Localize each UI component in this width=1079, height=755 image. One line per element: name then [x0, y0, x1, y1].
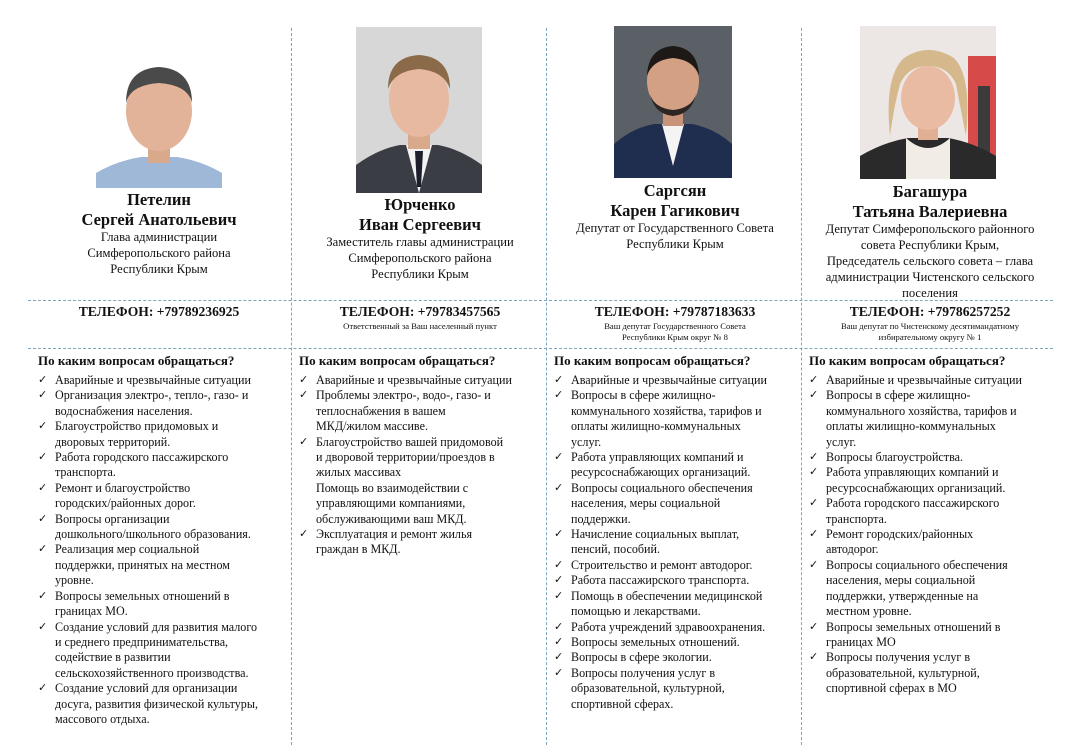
list-item — [38, 450, 284, 465]
list-item — [299, 373, 545, 388]
checkmark-icon: ✓ — [554, 481, 564, 494]
person-surname: Саргсян — [643, 181, 707, 200]
list-item — [809, 435, 1055, 450]
list-item — [38, 558, 284, 573]
list-item — [554, 573, 800, 588]
list-item-text: Аварийные и чрезвычайные ситуации — [571, 373, 767, 387]
list-item — [809, 635, 1055, 650]
list-item — [299, 496, 545, 511]
list-item — [554, 527, 800, 542]
list-item — [809, 589, 1055, 604]
list-item-text: Организация электро-, тепло-, газо- и — [55, 388, 249, 403]
checkmark-icon: ✓ — [38, 451, 48, 464]
list-item-text: ресурсоснабжающих организаций. — [571, 465, 751, 480]
list-item — [38, 527, 284, 542]
list-item — [38, 589, 284, 604]
list-item-text: Благоустройство вашей придомовой — [316, 434, 504, 449]
checkmark-icon: ✓ — [809, 374, 819, 386]
portrait-photo-image — [356, 27, 482, 193]
questions-title: По каким вопросам обращаться? — [554, 353, 751, 368]
list-item-text: Благоустройство придомовых и — [55, 419, 219, 434]
list-item-text: поддержки. — [571, 511, 631, 526]
checkmark-icon: ✓ — [809, 451, 819, 464]
list-item-text: Вопросы земельных отношений. — [571, 634, 740, 649]
list-item-text: Создание условий для развития малого — [55, 619, 258, 634]
list-item-text: оплаты жилищно-коммунальных — [826, 419, 996, 434]
list-item — [809, 558, 1055, 573]
list-item — [809, 512, 1055, 527]
list-item — [809, 450, 1055, 465]
phone-number[interactable]: ТЕЛЕФОН: +79783457565 — [339, 304, 501, 319]
list-item — [38, 650, 284, 665]
person-surname: Петелин — [127, 190, 191, 209]
list-item — [38, 604, 284, 619]
checkmark-icon: ✓ — [38, 682, 48, 695]
checkmark-icon: ✓ — [554, 666, 564, 679]
list-item-text: дошкольного/школьного образования. — [55, 527, 251, 542]
list-item — [554, 542, 800, 557]
list-item — [38, 542, 284, 557]
checkmark-icon: ✓ — [554, 620, 564, 633]
list-item — [38, 465, 284, 480]
role-line: Симферопольского района — [348, 251, 492, 265]
phone-note: Ответственный за Ваш населенный пункт — [343, 321, 497, 331]
list-item — [554, 604, 800, 619]
checkmark-icon: ✓ — [299, 374, 309, 386]
list-item-text: водоснабжения населения. — [55, 403, 193, 418]
questions-title: По каким вопросам обращаться? — [299, 353, 496, 368]
list-item-text: досуга, развития физической культуры, — [55, 696, 259, 711]
list-item — [809, 573, 1055, 588]
list-item — [554, 465, 800, 480]
portrait-photo-image — [614, 26, 732, 178]
list-item — [38, 620, 284, 635]
checkmark-icon: ✓ — [809, 651, 819, 664]
list-item — [554, 373, 800, 388]
list-item-text: Вопросы получения услуг в — [826, 650, 971, 665]
list-item-text: обслуживающими ваш МКД. — [316, 511, 467, 526]
list-item — [809, 373, 1055, 388]
list-item — [554, 512, 800, 527]
phone-note: Республики Крым округ № 8 — [622, 332, 728, 342]
list-item — [299, 404, 545, 419]
role-line: Депутат от Государственного Совета — [576, 221, 774, 235]
phone-number[interactable]: ТЕЛЕФОН: +79786257252 — [849, 304, 1011, 319]
list-item — [809, 419, 1055, 434]
list-item-text: коммунального хозяйства, тарифов и — [826, 403, 1017, 418]
checkmark-icon: ✓ — [554, 558, 564, 571]
list-item — [554, 650, 800, 665]
list-item-text: сельскохозяйственного производства. — [55, 665, 249, 680]
list-item — [299, 419, 545, 434]
list-item — [299, 435, 545, 450]
list-item — [38, 419, 284, 434]
list-item-text: помощью и лекарствами. — [571, 604, 701, 619]
list-item-text: содействие в развитии — [55, 650, 171, 665]
list-item — [299, 527, 545, 542]
checkmark-icon: ✓ — [554, 651, 564, 664]
list-item-text: Вопросы в сфере жилищно- — [826, 388, 971, 403]
list-item-text: образовательной, культурной, — [571, 681, 725, 696]
list-item-text: местном уровне. — [826, 604, 912, 619]
list-item-text: поддержки, утвержденные на — [826, 588, 979, 603]
list-item-text: услуг. — [571, 434, 602, 449]
list-item — [299, 542, 545, 557]
list-item-text: и дворовой территории/проездов в — [316, 450, 495, 465]
portrait-photo — [860, 26, 996, 179]
questions-title: По каким вопросам обращаться? — [809, 353, 1006, 368]
role-line: Республики Крым — [371, 267, 469, 281]
list-item — [554, 450, 800, 465]
contact-card-sargsyan — [548, 0, 802, 755]
person-given-name: Татьяна Валериевна — [852, 202, 1008, 221]
list-item-text: спортивной сферах. — [571, 696, 674, 711]
list-item — [38, 404, 284, 419]
list-item — [809, 620, 1055, 635]
list-item — [554, 589, 800, 604]
checkmark-icon: ✓ — [809, 389, 819, 402]
checkmark-icon: ✓ — [38, 374, 48, 386]
checkmark-icon: ✓ — [809, 466, 819, 479]
list-item — [299, 512, 545, 527]
list-item-text: массового отдыха. — [55, 711, 150, 726]
list-item — [38, 512, 284, 527]
list-item — [554, 681, 800, 696]
list-item-text: спортивной сферах в МО — [826, 681, 957, 696]
role-line: администрации Чистенского сельского — [825, 270, 1035, 284]
checkmark-icon: ✓ — [554, 635, 564, 648]
list-item-text: граждан в МКД. — [316, 542, 401, 557]
list-item — [38, 435, 284, 450]
list-item-text: Аварийные и чрезвычайные ситуации — [55, 373, 251, 387]
list-item-text: и среднего предпринимательства, — [55, 634, 229, 649]
list-item — [809, 481, 1055, 496]
list-item — [554, 404, 800, 419]
list-item-text: Работа учреждений здравоохранения. — [571, 619, 766, 634]
list-item-text: Помощь в обеспечении медицинской — [571, 588, 763, 603]
list-item — [809, 542, 1055, 557]
list-item-text: Работа городского пассажирского — [55, 450, 229, 465]
list-item — [809, 404, 1055, 419]
checkmark-icon: ✓ — [554, 574, 564, 587]
list-item-text: Вопросы в сфере жилищно- — [571, 388, 716, 403]
checkmark-icon: ✓ — [554, 374, 564, 386]
list-item — [554, 558, 800, 573]
list-item-text: границах МО. — [55, 604, 128, 619]
list-item-text: жилых массивах — [316, 465, 402, 480]
list-item — [38, 666, 284, 681]
person-given-name: Иван Сергеевич — [359, 215, 481, 234]
list-item — [38, 697, 284, 712]
checkmark-icon: ✓ — [809, 558, 819, 571]
list-item — [38, 635, 284, 650]
role-line: совета Республики Крым, — [860, 238, 1000, 252]
person-given-name: Карен Гагикович — [610, 201, 740, 220]
person-surname: Юрченко — [384, 195, 456, 214]
questions-title: По каким вопросам обращаться? — [38, 353, 235, 368]
phone-note: Ваш депутат по Чистенскому десятимандатному — [840, 321, 1020, 331]
contact-card-yurchenko — [293, 0, 547, 755]
list-item-text: Вопросы социального обеспечения — [571, 480, 753, 495]
list-item-text: Работа управляющих компаний и — [571, 450, 744, 465]
checkmark-icon: ✓ — [38, 512, 48, 525]
portrait-photo-image — [860, 26, 996, 179]
checkmark-icon: ✓ — [299, 389, 309, 402]
list-item — [38, 481, 284, 496]
list-item-text: поддержки, принятых на местном — [55, 557, 230, 572]
person-given-name: Сергей Анатольевич — [81, 210, 237, 229]
list-item-text: Строительство и ремонт автодорог. — [571, 557, 753, 572]
contact-card-petelin — [32, 0, 286, 755]
list-item-text: Работа пассажирского транспорта. — [571, 573, 750, 588]
list-item-text: населения, меры социальной — [826, 573, 976, 588]
list-item — [554, 697, 800, 712]
list-item — [809, 604, 1055, 619]
list-item-text: городских/районных дорог. — [55, 496, 196, 511]
list-item — [299, 450, 545, 465]
list-item-text: Аварийные и чрезвычайные ситуации — [826, 373, 1022, 387]
list-item-text: Вопросы земельных отношений в — [55, 588, 230, 603]
role-line: поселения — [902, 286, 958, 300]
list-item-text: оплаты жилищно-коммунальных — [571, 419, 741, 434]
list-item — [809, 666, 1055, 681]
list-item — [38, 712, 284, 727]
checkmark-icon: ✓ — [38, 420, 48, 433]
list-item-text: Ремонт и благоустройство — [55, 480, 191, 495]
list-item-text: образовательной, культурной, — [826, 665, 980, 680]
portrait-photo — [356, 27, 482, 193]
list-item-text: Эксплуатация и ремонт жилья — [316, 527, 473, 542]
list-item — [38, 681, 284, 696]
portrait-photo — [96, 33, 222, 188]
list-item — [554, 635, 800, 650]
checkmark-icon: ✓ — [554, 528, 564, 541]
checkmark-icon: ✓ — [38, 589, 48, 602]
list-item — [809, 527, 1055, 542]
list-item-text: Ремонт городских/районных — [826, 527, 974, 542]
list-item-text: уровне. — [55, 573, 94, 588]
list-item — [809, 681, 1055, 696]
phone-note: Ваш депутат Государственного Совета — [604, 321, 746, 331]
contact-card-bagashura — [803, 0, 1057, 755]
list-item-text: коммунального хозяйства, тарифов и — [571, 403, 762, 418]
list-item-text: транспорта. — [826, 511, 887, 526]
list-item-text: Работа городского пассажирского — [826, 496, 1000, 511]
list-item — [809, 465, 1055, 480]
role-line: Республики Крым — [626, 237, 724, 251]
list-item-text: автодорог. — [826, 542, 879, 557]
column-divider — [291, 28, 292, 745]
checkmark-icon: ✓ — [554, 451, 564, 464]
questions-list — [554, 373, 800, 712]
checkmark-icon: ✓ — [554, 589, 564, 602]
questions-list — [299, 373, 545, 558]
list-item — [299, 388, 545, 403]
list-item-text: Реализация мер социальной — [55, 542, 200, 557]
list-item — [809, 650, 1055, 665]
list-item — [554, 419, 800, 434]
checkmark-icon: ✓ — [38, 481, 48, 494]
list-item-text: Проблемы электро-, водо-, газо- и — [316, 388, 491, 403]
list-item-text: Вопросы организации — [55, 511, 170, 526]
questions-list — [38, 373, 284, 727]
list-item-text: Вопросы получения услуг в — [571, 665, 716, 680]
list-item — [554, 481, 800, 496]
checkmark-icon: ✓ — [38, 389, 48, 402]
role-line: Симферопольского района — [87, 246, 231, 260]
checkmark-icon: ✓ — [38, 543, 48, 556]
list-item — [809, 496, 1055, 511]
list-item-text: Помощь во взаимодействии с — [316, 480, 469, 495]
list-item-text: транспорта. — [55, 465, 116, 480]
role-line: Заместитель главы администрации — [326, 235, 514, 249]
list-item — [554, 620, 800, 635]
list-item — [554, 496, 800, 511]
list-item — [38, 573, 284, 588]
role-line: Председатель сельского совета – глава — [826, 254, 1034, 268]
list-item-text: услуг. — [826, 434, 857, 449]
phone-number[interactable]: ТЕЛЕФОН: +79789236925 — [78, 304, 240, 319]
list-item-text: Начисление социальных выплат, — [571, 527, 740, 542]
phone-note: избирательному округу № 1 — [878, 332, 982, 342]
list-item — [299, 481, 545, 496]
checkmark-icon: ✓ — [809, 528, 819, 541]
checkmark-icon: ✓ — [299, 435, 309, 448]
list-item-text: МКД/жилом массиве. — [316, 419, 428, 434]
list-item-text: управляющими компаниями, — [316, 496, 466, 511]
list-item-text: теплоснабжения в вашем — [316, 403, 446, 418]
phone-number[interactable]: ТЕЛЕФОН: +79787183633 — [594, 304, 756, 319]
portrait-photo — [614, 26, 732, 178]
list-item-text: Вопросы в сфере экологии. — [571, 650, 712, 665]
checkmark-icon: ✓ — [38, 620, 48, 633]
list-item-text: Работа управляющих компаний и — [826, 465, 999, 480]
list-item-text: Аварийные и чрезвычайные ситуации — [316, 373, 512, 387]
list-item — [554, 388, 800, 403]
list-item — [299, 465, 545, 480]
list-item-text: дворовых территорий. — [55, 434, 171, 449]
list-item — [38, 388, 284, 403]
role-line: Республики Крым — [110, 262, 208, 276]
list-item — [38, 496, 284, 511]
person-surname: Багашура — [892, 182, 968, 201]
questions-list — [809, 373, 1055, 697]
checkmark-icon: ✓ — [554, 389, 564, 402]
checkmark-icon: ✓ — [809, 620, 819, 633]
list-item — [554, 435, 800, 450]
list-item-text: Создание условий для организации — [55, 681, 238, 696]
list-item-text: Вопросы благоустройства. — [826, 450, 964, 465]
list-item-text: пенсий, пособий. — [571, 542, 661, 557]
role-line: Депутат Симферопольского районного — [825, 222, 1035, 236]
checkmark-icon: ✓ — [809, 497, 819, 510]
list-item — [38, 373, 284, 388]
checkmark-icon: ✓ — [299, 528, 309, 541]
list-item-text: населения, меры социальной — [571, 496, 721, 511]
portrait-photo-image — [96, 33, 222, 188]
role-line: Глава администрации — [100, 230, 218, 244]
list-item-text: ресурсоснабжающих организаций. — [826, 480, 1006, 495]
list-item-text: Вопросы социального обеспечения — [826, 557, 1008, 572]
list-item — [554, 666, 800, 681]
list-item-text: границах МО — [826, 634, 896, 649]
list-item — [809, 388, 1055, 403]
list-item-text: Вопросы земельных отношений в — [826, 619, 1001, 634]
